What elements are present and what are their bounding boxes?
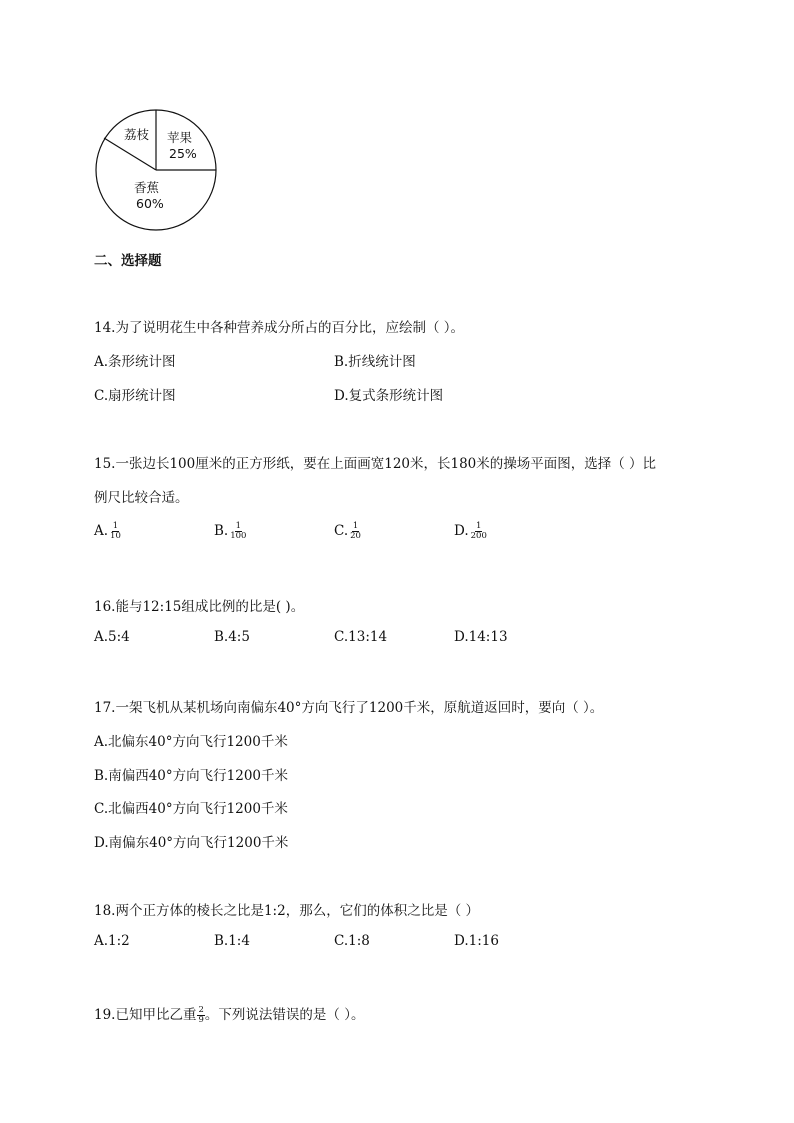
q15-option-b-fraction	[229, 522, 247, 541]
q15-option-b-letter: B.	[214, 523, 229, 539]
q16-option-b[interactable]: B.4:5	[214, 629, 250, 645]
q15-option-a-letter: A.	[94, 523, 109, 539]
q18-option-c[interactable]: C.1:8	[334, 933, 370, 949]
fraction-numerator: 1	[352, 521, 359, 531]
section-title: 二、选择题	[94, 253, 162, 269]
question-16-stem: 16.能与12:15组成比例的比是( )。	[94, 599, 305, 615]
q18-option-d[interactable]: D.1:16	[454, 933, 499, 949]
fraction-numerator: 1	[235, 521, 242, 531]
q15-option-c[interactable]	[334, 522, 362, 541]
fraction-denominator: 9	[198, 1015, 204, 1025]
slice-percent-apple: 25%	[169, 146, 197, 161]
q15-option-a[interactable]	[94, 522, 122, 541]
fraction-numerator: 2	[198, 1005, 204, 1015]
fraction-denominator: 100	[230, 531, 247, 541]
q19-stem-after: 。下列说法错误的是（ ）。	[204, 1007, 365, 1023]
fraction-numerator: 1	[112, 521, 119, 531]
fraction-denominator: 10	[110, 531, 121, 541]
fraction-denominator: 200	[470, 531, 487, 541]
q16-option-c[interactable]: C.13:14	[334, 629, 388, 645]
q15-option-a-fraction	[109, 522, 122, 541]
question-19-stem	[94, 1003, 364, 1025]
q16-option-a[interactable]: A.5:4	[94, 629, 130, 645]
slice-label-lychee: 荔枝	[124, 127, 150, 142]
q19-fraction	[197, 1006, 204, 1025]
question-18-stem: 18.两个正方体的棱长之比是1:2，那么，它们的体积之比是（ ）	[94, 903, 479, 919]
q15-option-d[interactable]	[454, 522, 488, 541]
q14-option-a[interactable]: A.条形统计图	[94, 354, 176, 370]
q14-option-c[interactable]: C.扇形统计图	[94, 388, 176, 404]
q17-option-d[interactable]: D.南偏东40°方向飞行1200千米	[94, 835, 289, 851]
question-15-stem-line1: 15.一张边长100厘米的正方形纸，要在上面画宽120米，长180米的操场平面图，选择（ ）比	[94, 456, 657, 472]
fraction-numerator: 1	[476, 521, 482, 531]
fruit-pie-chart	[94, 108, 218, 232]
q15-option-d-letter: D.	[454, 523, 469, 539]
slice-label-banana: 香蕉	[134, 180, 160, 195]
slice-label-apple: 苹果	[167, 130, 193, 145]
q14-option-d[interactable]: D.复式条形统计图	[334, 388, 444, 404]
question-15-stem-line2: 例尺比较合适。	[94, 490, 189, 506]
q15-option-c-fraction	[349, 522, 362, 541]
q18-option-b[interactable]: B.1:4	[214, 933, 250, 949]
question-17-stem: 17.一架飞机从某机场向南偏东40°方向飞行了1200千米，原航道返回时，要向（ ）。	[94, 700, 604, 716]
q15-option-d-fraction	[470, 522, 488, 541]
q15-option-c-letter: C.	[334, 523, 349, 539]
question-14-stem: 14.为了说明花生中各种营养成分所占的百分比，应绘制（ ）。	[94, 320, 465, 336]
q14-option-b[interactable]: B.折线统计图	[334, 354, 416, 370]
q16-option-d[interactable]: D.14:13	[454, 629, 508, 645]
slice-percent-banana: 60%	[136, 196, 164, 211]
q18-option-a[interactable]: A.1:2	[94, 933, 130, 949]
q15-option-b[interactable]	[214, 522, 247, 541]
q17-option-b[interactable]: B.南偏西40°方向飞行1200千米	[94, 768, 288, 784]
q17-option-a[interactable]: A.北偏东40°方向飞行1200千米	[94, 734, 288, 750]
q17-option-c[interactable]: C.北偏西40°方向飞行1200千米	[94, 801, 288, 817]
q19-stem-before: 19.已知甲比乙重	[94, 1007, 197, 1023]
fraction-denominator: 20	[350, 531, 361, 541]
